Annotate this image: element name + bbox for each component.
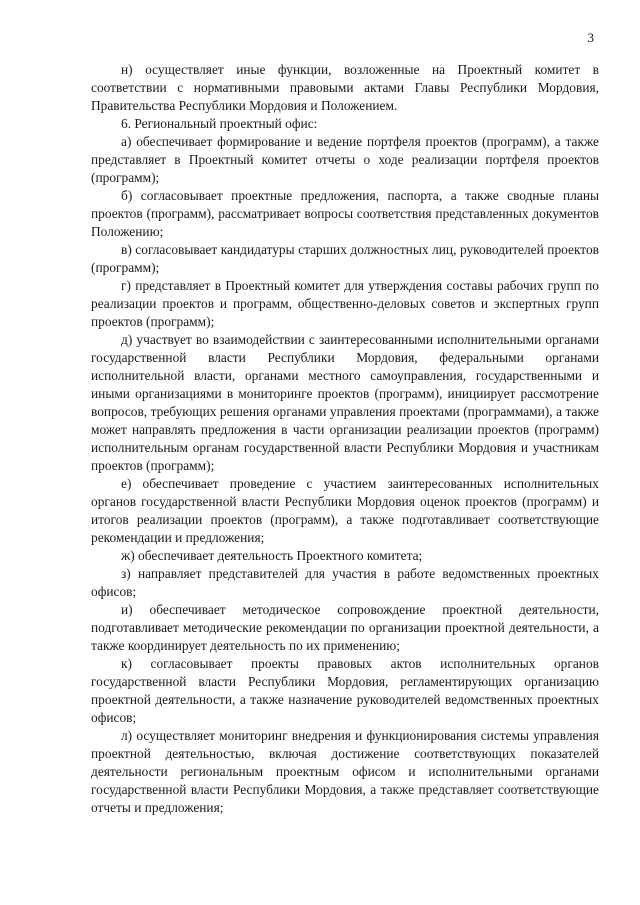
page-number: 3 [587,30,594,45]
paragraph-a: а) обеспечивает формирование и ведение портфеля проектов (программ), а также представляет в Проектный комитет отчеты о ходе реализации портфеля проектов (программ); [91,134,599,185]
document-body [91,61,599,817]
paragraph-l: л) осуществляет мониторинг внедрения и функционирования системы управления проектной деятельностью, включая достижение соответствующих показателей деятельности региональным проектным офисом и исполнительными органами государственной власти Республики Мордовия, а также представляет соответствующие отчеты и предложения; [91,728,599,815]
paragraph-zh: ж) обеспечивает деятельность Проектного комитета; [121,548,423,563]
paragraph-n: н) осуществляет иные функции, возложенные на Проектный комитет в соответствии с нормативными правовыми актами Главы Республики Мордовия, Правительства Республики Мордовия и Положением. [91,62,599,113]
paragraph-v: в) согласовывает кандидатуры старших должностных лиц, руководителей проектов (программ); [91,242,599,275]
section-6-heading: 6. Региональный проектный офис: [121,116,318,131]
paragraph-g: г) представляет в Проектный комитет для утверждения составы рабочих групп по реализации проектов и программ, общественно-деловых советов и экспертных групп проектов (программ); [91,278,599,329]
paragraph-d: д) участвует во взаимодействии с заинтересованными исполнительными органами государственной власти Республики Мордовия, федеральными органами исполнительной власти, органами местного самоуправления, государственными и иными организациями в мониторинге проектов (программ), инициирует рассмотрение вопросов, требующих решения органами управления проектами (программами), а также может направлять предложения в части организации реализации проектов (программ) исполнительным органам государственной власти Республики Мордовия и участникам проектов (программ); [91,332,599,473]
paragraph-b: б) согласовывает проектные предложения, паспорта, а также сводные планы проектов (программ), рассматривает вопросы соответствия представленных документов Положению; [91,188,599,239]
paragraph-i: и) обеспечивает методическое сопровождение проектной деятельности, подготавливает методические рекомендации по организации проектной деятельности, а также координирует деятельность по их применению; [91,602,599,653]
paragraph-k: к) согласовывает проекты правовых актов исполнительных органов государственной власти Республики Мордовия, регламентирующих организацию проектной деятельности, а также назначение руководителей ведомственных проектных офисов; [91,656,599,725]
paragraph-e: е) обеспечивает проведение с участием заинтересованных исполнительных органов государственной власти Республики Мордовия оценок проектов (программ) и итогов реализации проектов (программ), а также подготавливает соответствующие рекомендации и предложения; [91,476,599,545]
paragraph-z: з) направляет представителей для участия в работе ведомственных проектных офисов; [91,566,599,599]
